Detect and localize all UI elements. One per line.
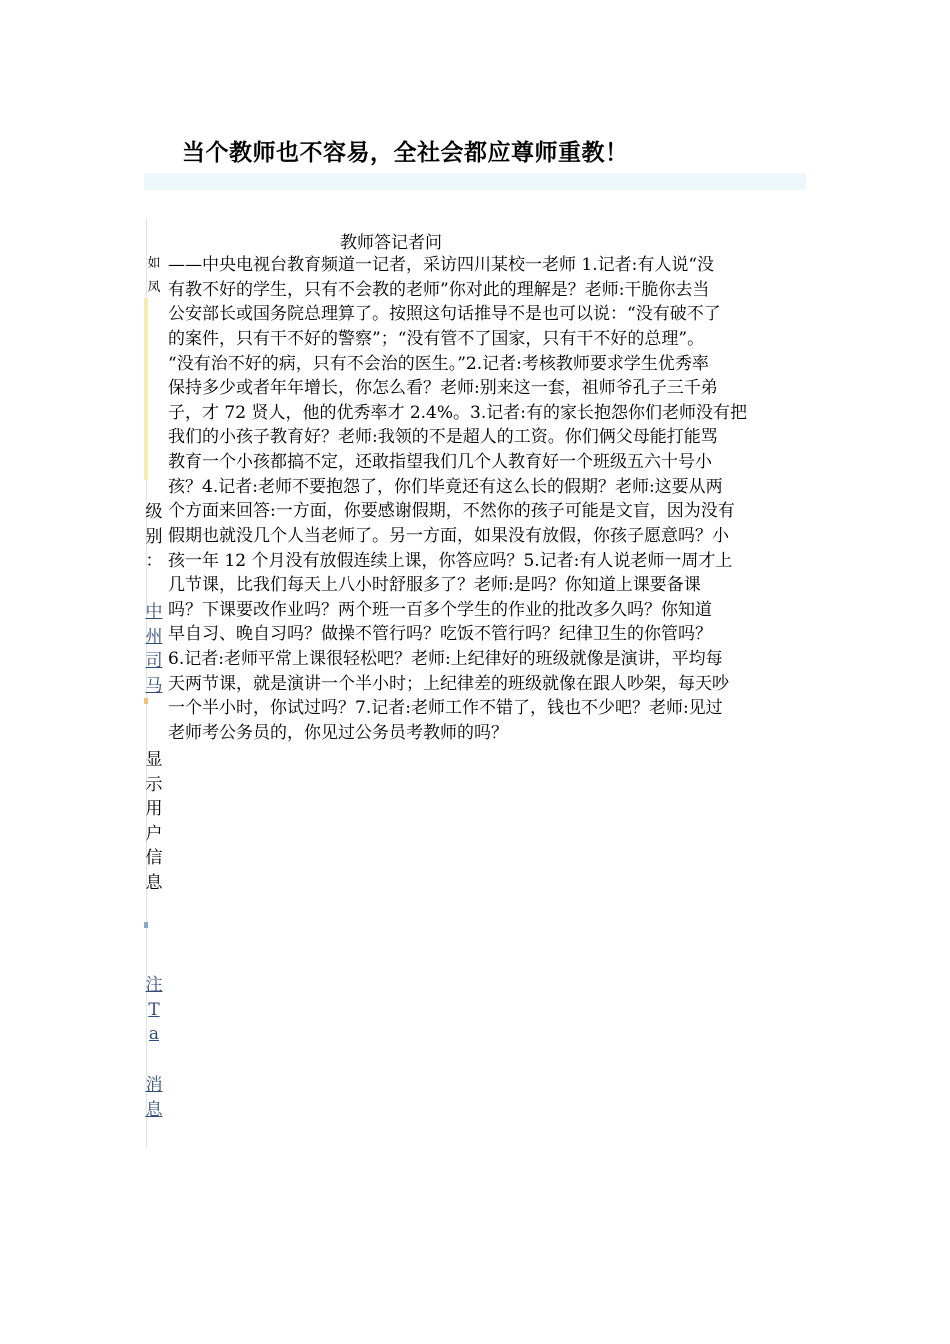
sidebar-char: 别	[145, 526, 163, 547]
sidebar-char: 如	[147, 256, 161, 271]
sidebar-accent-strip	[144, 298, 148, 480]
body-line: 一个半小时，你试过吗？7.记者:老师工作不错了，钱也不少吧？老师:见过	[168, 698, 723, 719]
body-line: 假期也就没几个人当老师了。另一方面，如果没有放假，你孩子愿意吗？小	[168, 525, 729, 546]
sidebar-char[interactable]: 户	[145, 823, 163, 844]
body-line: 老师考公务员的，你见过公务员考教师的吗？	[168, 722, 508, 743]
sidebar-message-link[interactable]	[144, 1073, 164, 1122]
sidebar-username	[144, 252, 164, 300]
sidebar-char[interactable]: 息	[145, 872, 163, 893]
sidebar-link-char[interactable]: 息	[145, 1099, 163, 1120]
article-body	[168, 253, 793, 746]
sidebar-link-char[interactable]: 注	[145, 975, 163, 995]
body-line: 6.记者:老师平常上课很轻松吧？老师:上纪律好的班级就像是演讲，平均每	[168, 649, 723, 669]
body-line: 吗？下课要改作业吗？两个班一百多个学生的作业的批改多久吗？你知道	[168, 599, 712, 620]
body-line: 个方面来回答:一方面，你要感谢假期，不然你的孩子可能是文盲，因为没有	[168, 501, 735, 522]
body-line: ——中央电视台教育频道一记者，采访四川某校一老师 1.记者:有人说“没	[168, 255, 715, 275]
sidebar-level-label	[144, 500, 164, 574]
sidebar-level-link[interactable]	[144, 600, 164, 698]
body-line: 子，才 72 贤人，他的优秀率才 2.4%。3.记者:有的家长抱怨你们老师没有把	[168, 402, 747, 423]
sidebar-link-char[interactable]: 中	[145, 602, 163, 622]
body-line: 孩？4.记者:老师不要抱怨了，你们毕竟还有这么长的假期？老师:这要从两	[168, 476, 723, 497]
body-line: 我们的小孩子教育好？老师:我领的不是超人的工资。你们俩父母能打能骂	[168, 427, 718, 448]
sidebar-char[interactable]: 用	[145, 799, 163, 820]
sidebar-link-char[interactable]: 司	[145, 651, 163, 672]
body-line: 几节课，比我们每天上八小时舒服多了？老师:是吗？你知道上课要备课	[168, 575, 701, 596]
body-line: 有教不好的学生，只有不会教的老师”你对此的理解是？老师:干脆你去当	[168, 279, 710, 300]
body-line: 孩一年 12 个月没有放假连续上课，你答应吗？5.记者:有人说老师一周才上	[168, 550, 733, 571]
body-line: 教育一个小孩都搞不定，还敢指望我们几个人教育好一个班级五六十号小	[168, 452, 712, 472]
title-underline-bar	[144, 173, 806, 190]
body-line: “没有治不好的病，只有不会治的医生。”2.记者:考核教师要求学生优秀率	[168, 353, 709, 374]
sidebar-char: 凤	[147, 280, 161, 295]
sidebar-char: 级	[145, 502, 163, 522]
sidebar-show-user-info[interactable]	[144, 748, 164, 896]
body-line: 公安部长或国务院总理算了。按照这句话推导不是也可以说：“没有破不了	[168, 304, 721, 325]
sidebar-marker	[144, 922, 148, 928]
sidebar-link-char[interactable]: a	[148, 1024, 160, 1045]
body-line: 的案件，只有干不好的警察”；“没有管不了国家，只有干不好的总理”。	[168, 328, 705, 349]
sidebar-marker	[144, 698, 148, 704]
body-line: 保持多少或者年年增长，你怎么看？老师:别来这一套，祖师爷孔子三千弟	[168, 378, 718, 399]
article-title: 当个教师也不容易，全社会都应尊师重教！	[182, 140, 629, 166]
sidebar-link-char[interactable]: 马	[145, 675, 163, 696]
sidebar-follow-link[interactable]	[144, 973, 164, 1047]
sidebar-link-char[interactable]: 州	[145, 626, 163, 647]
body-line: 天两节课，就是演讲一个半小时；上纪律差的班级就像在跟人吵架，每天吵	[168, 673, 729, 694]
sidebar-link-char[interactable]: T	[148, 999, 160, 1020]
sidebar-char[interactable]: 信	[145, 848, 163, 869]
article-subtitle: 教师答记者问	[340, 233, 442, 253]
body-line: 早自习、晚自习吗？做操不管行吗？吃饭不管行吗？纪律卫生的你管吗？	[168, 624, 712, 645]
sidebar-char: ：	[145, 551, 163, 572]
sidebar-link-char[interactable]: 消	[145, 1075, 163, 1095]
sidebar-char[interactable]: 显	[145, 750, 163, 770]
sidebar-char[interactable]: 示	[145, 774, 163, 795]
